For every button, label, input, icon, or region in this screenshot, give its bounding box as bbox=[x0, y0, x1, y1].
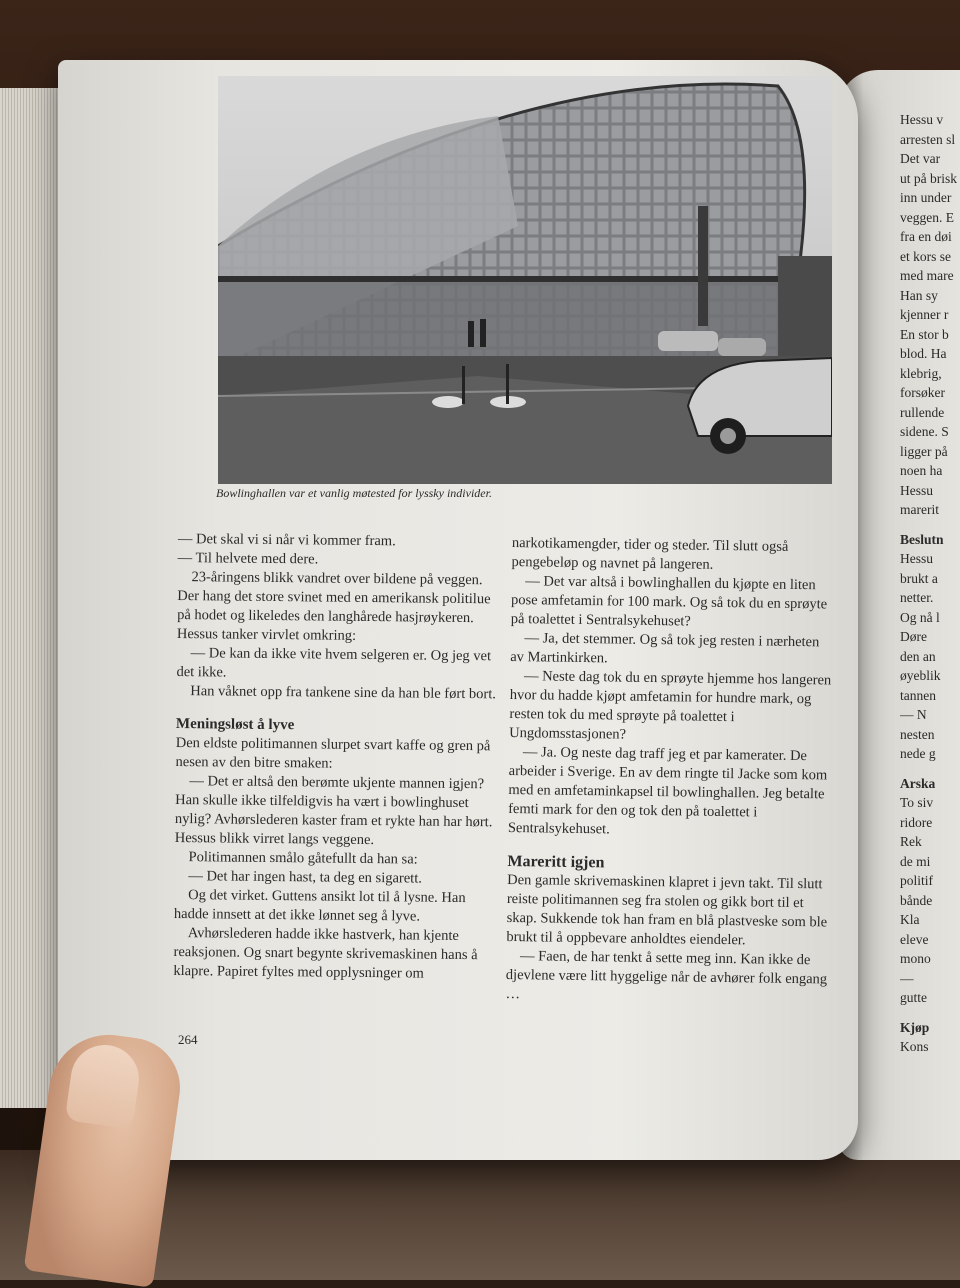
text-line: Kons bbox=[900, 1039, 929, 1054]
paragraph: Avhørslederen hadde ikke hastverk, han kjente reaksjonen. Og snart begynte skrivemaskinen hans å klapre. Papiret fyltes med opplysninger om bbox=[173, 925, 478, 982]
text-line: — N bbox=[900, 707, 927, 722]
paragraph: — Ja, det stemmer. Og så tok jeg resten i nærheten av Martinkirken. bbox=[510, 630, 820, 667]
text-line: netter. bbox=[900, 590, 934, 605]
text-line: eleve bbox=[900, 931, 929, 947]
text-line: et kors se bbox=[900, 248, 951, 264]
text-line: den an bbox=[900, 648, 936, 664]
text-line: politif bbox=[900, 873, 933, 888]
paragraph: 23-åringens blikk vandret over bildene på veggen. Der hang det store svinet med en amerikansk politilue på hodet og likeledes den langhårede hasjrøykeren. Hessus tanker virvlet omkring: bbox=[176, 569, 491, 644]
paragraph: Og det virket. Guttens ansikt lot til å lysne. Han hadde innsett at det ikke lønnet seg å lyve. bbox=[173, 887, 466, 925]
text-line: nesten bbox=[900, 726, 935, 742]
text-line: ridore bbox=[900, 814, 933, 830]
paragraph: — Ja. Og neste dag traff jeg et par kamerater. De arbeider i Sverige. En av dem ringte til Jacke som kom med en amfetaminkapsel til bowlinghallen. Jeg betalte femti mark for den og tok den på toalettet i Sentralsykehuset. bbox=[507, 744, 828, 838]
section-heading: Meningsløst å lyve bbox=[175, 715, 295, 734]
text-line: inn under bbox=[900, 190, 952, 205]
section-heading: Arska bbox=[900, 775, 936, 791]
bowling-hall-photo bbox=[218, 76, 832, 484]
text-line: Rek bbox=[900, 834, 922, 849]
text-line: Døre bbox=[900, 629, 927, 644]
paragraph: — Det var altså i bowlinghallen du kjøpte en liten pose amfetamin for 100 mark. Og så tok du en sprøyte på toalettet i Sentralsykehuset? bbox=[510, 573, 828, 630]
text-line: Kla bbox=[900, 912, 920, 927]
text-line: nede g bbox=[900, 746, 936, 761]
text-line: bånde bbox=[900, 892, 933, 908]
paragraph: Den eldste politimannen slurpet svart kaffe og gren på nesen av den bitre smaken: bbox=[175, 734, 491, 772]
text-line: Og nå l bbox=[900, 609, 940, 625]
text-line: øyeblik bbox=[900, 668, 941, 683]
paragraph: narkotikamengder, tider og steder. Til slutt også pengebeløp og navnet på langeren. bbox=[511, 534, 789, 573]
text-line: En stor b bbox=[900, 326, 949, 342]
text-line: arresten sl bbox=[900, 131, 956, 147]
paragraph: — Til helvete med dere. bbox=[177, 549, 319, 568]
paragraph: — De kan da ikke vite hvem selgeren er. Og jeg vet det ikke. bbox=[176, 645, 492, 681]
right-page-column bbox=[900, 110, 960, 1057]
text-line: med mare bbox=[900, 268, 954, 283]
section-heading: Beslutn bbox=[900, 531, 944, 547]
text-line: blod. Ha bbox=[900, 346, 947, 361]
text-line: ut på brisk bbox=[900, 170, 957, 186]
text-line: mono bbox=[900, 951, 931, 966]
text-line: Hessu v bbox=[900, 112, 944, 127]
text-line: sidene. S bbox=[900, 424, 949, 439]
text-line: Hessu bbox=[900, 551, 933, 566]
paragraph: — Faen, de har tenkt å sette meg inn. Kan ikke de djevlene være litt hyggelige når de avhører folk engang … bbox=[505, 948, 828, 1003]
text-line: gutte bbox=[900, 990, 927, 1005]
text-line: rullende bbox=[900, 404, 945, 420]
photo-caption: Bowlinghallen var et vanlig møtested for lyssky individer. bbox=[216, 486, 492, 500]
text-line: ligger på bbox=[900, 443, 948, 459]
text-line: noen ha bbox=[900, 463, 943, 478]
building-photo-icon bbox=[218, 76, 832, 484]
text-line: fra en døi bbox=[900, 229, 952, 244]
text-line: kjenner r bbox=[900, 307, 949, 322]
paragraph: — Det skal vi si når vi kommer fram. bbox=[177, 530, 396, 550]
text-line: de mi bbox=[900, 853, 931, 869]
text-line: klebrig, bbox=[900, 365, 942, 381]
text-line: To siv bbox=[900, 795, 934, 810]
text-line: brukt a bbox=[900, 570, 938, 586]
paragraph: — Det har ingen hast, ta deg en sigarett. bbox=[188, 868, 422, 887]
text-line: Hessu bbox=[900, 482, 933, 498]
text-line: tannen bbox=[900, 687, 936, 703]
middle-column bbox=[505, 534, 834, 1008]
text-line: veggen. E bbox=[900, 209, 954, 225]
paragraph: Den gamle skrivemaskinen klapret i jevn takt. Til slutt reiste politimannen seg fra stolen og gikk bort til et skap. Sukkende tok han fram en blå plastveske som ble brukt til å oppbevare anholdtes eiendeler. bbox=[506, 871, 828, 949]
paragraph: Han våknet opp fra tankene sine da han ble ført bort. bbox=[190, 683, 496, 703]
text-line: Det var bbox=[900, 151, 941, 166]
section-heading: Kjøp bbox=[900, 1019, 930, 1035]
text-line: forsøker bbox=[900, 385, 945, 400]
text-line: Han sy bbox=[900, 287, 938, 303]
text-line: — bbox=[900, 970, 914, 986]
paragraph: — Det er altså den berømte ukjente mannen igjen? Han skulle ikke tilfeldigvis ha vært i bowlinghuset nylig? Avhørslederen kaster fram et rykte han har hørt. Hessus blikk virret langs veggene. bbox=[174, 773, 493, 849]
paragraph: — Neste dag tok du en sprøyte hjemme hos langeren hvor du hadde kjøpt amfetamin for hundre mark, og resten tok du med sprøyte på toalettet i Ungdomsstasjonen? bbox=[509, 668, 832, 743]
page-number: 264 bbox=[178, 1032, 198, 1047]
text-line: marerit bbox=[900, 502, 939, 517]
left-column bbox=[173, 530, 500, 984]
paragraph: Politimannen smålo gåtefullt da han sa: bbox=[188, 849, 418, 868]
section-heading: Mareritt igjen bbox=[507, 852, 605, 872]
